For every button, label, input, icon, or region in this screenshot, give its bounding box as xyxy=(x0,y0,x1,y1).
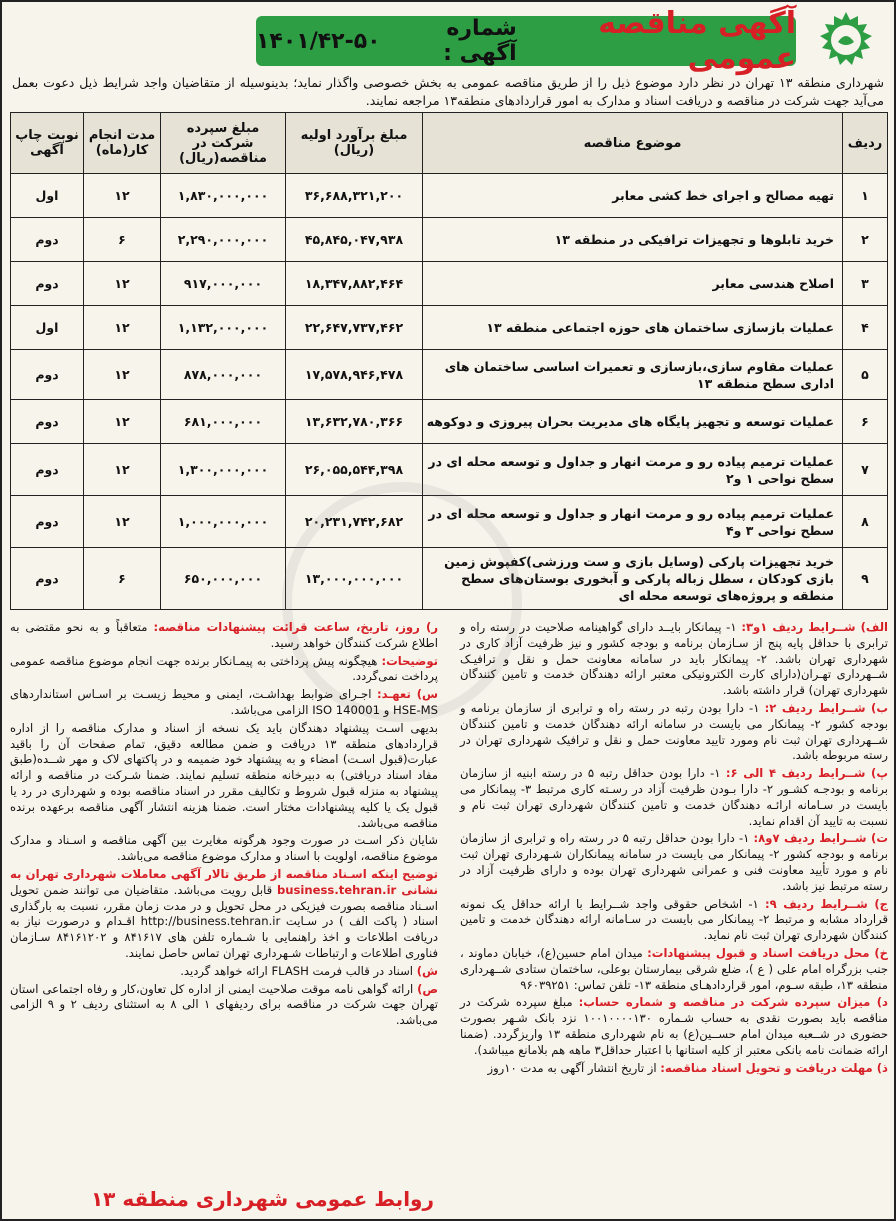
row-number-cell: ۸ xyxy=(843,496,888,548)
subject-cell: خرید تابلوها و تجهیزات ترافیکی در منطقه ۱۳ xyxy=(423,218,843,262)
condition-label: خ) محل دریافت اسناد و قبول پیشنهادات: xyxy=(647,945,888,960)
condition-label: ر) روز، تاریخ، ساعت قرائت پیشنهادات مناقصه: xyxy=(153,620,439,634)
estimate-cell: ۴۵,۸۴۵,۰۴۷,۹۳۸ xyxy=(286,218,423,262)
intro-paragraph: شهرداری منطقه ۱۳ تهران در نظر دارد موضوع ذیل را از طریق مناقصه عمومی به بخش خصوصی واگذار نماید؛ بدینوسیله از متقاضیان واجد شرایط ذیل دعوت بعمل می‌آید جهت شرکت در مناقصه و دریافت اسناد و مدارک به امور قراردادهای منطقه۱۳ مراجعه نمایند. xyxy=(12,75,884,108)
condition-label: توضیحات: xyxy=(381,653,438,668)
header-publish: نوبت چاپ آگهی xyxy=(11,113,84,174)
condition-paragraph xyxy=(460,701,888,764)
row-number-cell: ۴ xyxy=(843,306,888,350)
duration-cell: ۶ xyxy=(84,218,161,262)
subject-cell: عملیات توسعه و تجهیز پایگاه های مدیریت بحران پیروزی و دوکوهه xyxy=(423,400,843,444)
condition-label: ت) شــرایط ردیف ۷و۸: xyxy=(753,831,889,846)
footer-public-relations: روابط عمومی شهرداری منطقه ۱۳ xyxy=(90,1187,434,1211)
deposit-cell: ۱,۱۳۲,۰۰۰,۰۰۰ xyxy=(161,306,286,350)
condition-label: توضیح اینکه اسـناد مناقصه از طریق تالار آگهی معاملات شهرداری تهران به نشانی business.tehran.ir xyxy=(10,866,439,897)
header-duration: مدت انجام کار(ماه) xyxy=(84,113,161,174)
condition-paragraph xyxy=(10,982,438,1029)
publish-cell: اول xyxy=(11,306,84,350)
deposit-cell: ۹۱۷,۰۰۰,۰۰۰ xyxy=(161,262,286,306)
title-banner xyxy=(256,6,796,76)
row-number-cell: ۲ xyxy=(843,218,888,262)
condition-text: ۱- دارا بودن حداقل رتبه ۵ در رسته ابنیه از سازمان برنامه و بودجـه کشـور ۲- دارا بـودن ظرفیت آزاد در رسـته کاری مرتبط ۳- پیمانکار می بایست در سـامانه ارائـه دهندگان خدمت و تامین کنندگان شهرداری تهران ثبت نام و نسبت به تایید آن اقدام نماید. xyxy=(460,766,888,828)
condition-text: قابل رویت می‌باشد. متقاضیان می توانند ضمن تحویل اسـناد مناقصه بصورت فیزیکی در محل تحویل و در مدت زمان مقرر، نسبت به بارگذاری اسناد ( پاکت الف ) در سـایت http://business.tehran.ir اقـدام و درصورت نیاز به دریافت اطلاعات و اخذ راهنمایی با شـماره تلفن های ۸۴۱۶۱۷ و ۸۴۱۶۱۲۰۲ سـازمان فناوری اطلاعات و ارتباطات شـهرداری تهران تماس حاصل نمایند. xyxy=(10,882,438,960)
table-row xyxy=(11,218,888,262)
row-number-cell: ۱ xyxy=(843,174,888,218)
conditions-left-column xyxy=(10,620,438,1031)
condition-paragraph xyxy=(460,897,888,944)
condition-label: ج) شــرایط ردیف ۹: xyxy=(764,896,889,911)
header-subject: موضوع مناقصه xyxy=(423,113,843,174)
duration-cell: ۱۲ xyxy=(84,262,161,306)
deposit-cell: ۲,۲۹۰,۰۰۰,۰۰۰ xyxy=(161,218,286,262)
condition-paragraph xyxy=(10,654,438,686)
subject-cell: اصلاح هندسی معابر xyxy=(423,262,843,306)
subject-cell: عملیات بازسازی ساختمان های حوزه اجتماعی منطقه ۱۳ xyxy=(423,306,843,350)
condition-paragraph xyxy=(460,1061,888,1077)
condition-label: ذ) مهلت دریافت و تحویل اسناد مناقصه: xyxy=(660,1060,888,1075)
duration-cell: ۱۲ xyxy=(84,400,161,444)
condition-text: شایان ذکر اسـت در صورت وجود هرگونه مغایرت بین آگهی مناقصه و اسـناد و مدارک موضوع مناقصه، اولویت با اسناد و مدارک موضوع مناقصه می‌باشد. xyxy=(10,833,438,864)
header-deposit: مبلغ سپرده شرکت در مناقصه(ریال) xyxy=(161,113,286,174)
subject-cell: عملیات ترمیم پیاده رو و مرمت انهار و جداول و توسعه محله ای در سطح نواحی ۳ و۴ xyxy=(423,496,843,548)
publish-cell: دوم xyxy=(11,496,84,548)
condition-text: ۱- اشخاص حقوقی واجد شــرایط با ارائه حداقل یک نمونه قرارداد مشابه و مرتبط ۲- پیمانکار می بایست در سـامانه ارائه دهندگان خدمت و تامین کنندگان شهرداری تهران ثبت نام نماید. xyxy=(460,896,888,943)
condition-text: بدیهی اسـت پیشنهاد دهندگان باید یک نسخه از اسناد و مدارک مناقصه را از اداره قراردادهای منطقه ۱۳ دریافت و ضمن مطالعه دقیق، تمام صفحات آن را باقید عبارت(قبول اسـت) امضاء و به پیشنهاد خود ضمیمه و در پاکتهای لاک و مهر شــده(طبق مفاد اسناد دریافتی) به دبیرخانه منطقه تسلیم نمایند. ضمنا شـرکت در مناقصه و ارائه پیشنهاد به منزله قبول شروط و تکالیف مقرر در اسناد مناقصه بوده و شهرداری در رد یا قبول یک یا کلیه پیشنهادات مختار است. ضمنا هزینه انتشار آگهی مناقصه برعهده برنده مناقصه می‌باشد. xyxy=(10,720,438,830)
ad-number: ۱۴۰۱/۴۲-۵۰ xyxy=(256,28,381,54)
row-number-cell: ۹ xyxy=(843,548,888,610)
condition-text: متعاقباً و به نحو مقتضی به اطلاع شرکت کنندگان خواهد رسید. xyxy=(10,620,438,650)
subject-cell: عملیات ترمیم پیاده رو و مرمت انهار و جداول و توسعه محله ای در سطح نواحی ۱ و۲ xyxy=(423,444,843,496)
condition-text: مبلغ سپرده شرکت در مناقصه باید بصورت نقدی به حساب شـماره ۱۰۰۱۰۰۰۰۱۳۰ نزد بانک شـهر بصورت حضوری در شــعبه میدان امام حســین(ع) به نام شهرداری منطقه ۱۳ واریزگردد. (ضمنا ارائه ضمانت نامه بانکی معتبر از کلیه استانها با اعتبار حداقل۳ ماهه هم بلامانع میباشد). xyxy=(460,995,889,1057)
header-row-number: ردیف xyxy=(843,113,888,174)
publish-cell: دوم xyxy=(11,262,84,306)
table-row xyxy=(11,444,888,496)
condition-text: ۱- دارا بودن رتبه در رسته راه و ترابری از سازمان برنامه و بودجه کشور ۲- پیمانکار می بایست در سامانه ارائه دهندگان خدمت و تامین کنندگان شــهرداری تهران ثبت نام ومورد تایید معاونت حمل و نقل و ترافیک شهرداری تهران در رسته مربوطه باشد. xyxy=(460,700,888,763)
condition-paragraph xyxy=(460,995,888,1058)
header xyxy=(12,6,884,76)
publish-cell: دوم xyxy=(11,400,84,444)
duration-cell: ۱۲ xyxy=(84,444,161,496)
publish-cell: دوم xyxy=(11,548,84,610)
row-number-cell: ۵ xyxy=(843,350,888,400)
estimate-cell: ۲۶,۰۵۵,۵۴۴,۳۹۸ xyxy=(286,444,423,496)
condition-paragraph xyxy=(10,833,438,865)
estimate-cell: ۲۲,۶۴۷,۷۳۷,۴۶۲ xyxy=(286,306,423,350)
table-row xyxy=(11,400,888,444)
condition-paragraph xyxy=(460,831,888,894)
condition-text: میدان امام حسین(ع)، خیابان دماوند ، جنب بزرگراه امام علی ( ع )، ضلع شرقی بیمارستان بوعلی، ساختمان ستادی شــهرداری منطقه ۱۳، طبقه سـوم، امور قراردادهـای منطقه ۱۳- تلفن تماس: ۹۶۰۳۹۲۵۱ xyxy=(460,945,888,992)
condition-paragraph xyxy=(460,620,888,699)
condition-paragraph xyxy=(10,620,438,652)
row-number-cell: ۳ xyxy=(843,262,888,306)
estimate-cell: ۲۰,۲۳۱,۷۴۲,۶۸۲ xyxy=(286,496,423,548)
conditions-section xyxy=(10,620,888,1180)
table-header-row xyxy=(11,113,888,174)
condition-text: ۱- پیمانکار بایــد دارای گواهینامه صلاحیت در رسته راه و ترابری با حداقل پایه پنج از سـازمان برنامه و بودجه کشور و نیز ظرفیت آزاد کاری در شهرداری تهران باشد. ۲- پیمانکار باید در سامانه معاونت حمل و نقل و ترافیـک شــهرداری تهـران(دارای کارت الکترونیکی معتبر ارائه دهندگان خدمت و تامین کنندگان شهرداری تهران) قرار داشته باشد. xyxy=(460,620,888,698)
condition-label: ش) xyxy=(416,963,438,978)
deposit-cell: ۱,۰۰۰,۰۰۰,۰۰۰ xyxy=(161,496,286,548)
publish-cell: دوم xyxy=(11,218,84,262)
deposit-cell: ۱,۳۰۰,۰۰۰,۰۰۰ xyxy=(161,444,286,496)
estimate-cell: ۱۳,۰۰۰,۰۰۰,۰۰۰ xyxy=(286,548,423,610)
duration-cell: ۱۲ xyxy=(84,496,161,548)
ad-number-label: شماره آگهی : xyxy=(443,16,517,66)
row-number-cell: ۶ xyxy=(843,400,888,444)
condition-label: ص) xyxy=(417,981,438,996)
tehran-municipality-logo xyxy=(816,10,876,70)
condition-paragraph xyxy=(460,946,888,993)
condition-label: الف) شــرایط ردیف ۱و۳: xyxy=(741,620,889,634)
condition-label: ب) شــرایط ردیف ۲: xyxy=(764,700,889,715)
ad-title: آگهی مناقصه عمومی xyxy=(598,6,796,76)
condition-label: پ) شــرایط ردیف ۴ الی ۶: xyxy=(725,766,888,781)
conditions-right-column xyxy=(460,620,888,1078)
table-row xyxy=(11,306,888,350)
subject-cell: خرید تجهیزات پارکی (وسایل بازی و ست ورزشی)کفپوش زمین بازی کودکان ، سطل زباله پارکی و آبخوری بوستان‌های سطح منطقه و پروژه‌های توسعه محله ای xyxy=(423,548,843,610)
estimate-cell: ۱۷,۵۷۸,۹۴۶,۴۷۸ xyxy=(286,350,423,400)
condition-label: د) میزان سپرده شرکت در مناقصه و شماره حساب: xyxy=(578,995,888,1010)
duration-cell: ۱۲ xyxy=(84,350,161,400)
estimate-cell: ۳۶,۶۸۸,۳۲۱,۲۰۰ xyxy=(286,174,423,218)
condition-text: ۱- دارا بودن حداقل رتبه ۵ در رسته راه و ترابری از سازمان برنامه و بودجه کشور ۲- پیمانکار می بایست در سامانه پیمانکاران شـهرداری تهران ثبت نام و مورد تأیید معاونت فنی و عمرانی شهرداری تهران بوده و دارای ظرفیت آزاد در رسته مرتبط نیز باشد. xyxy=(460,831,888,893)
deposit-cell: ۱,۸۳۰,۰۰۰,۰۰۰ xyxy=(161,174,286,218)
subject-cell: تهیه مصالح و اجرای خط کشی معابر xyxy=(423,174,843,218)
deposit-cell: ۸۷۸,۰۰۰,۰۰۰ xyxy=(161,350,286,400)
condition-paragraph xyxy=(10,867,438,962)
header-estimate: مبلغ برآورد اولیه (ریال) xyxy=(286,113,423,174)
table-row xyxy=(11,350,888,400)
duration-cell: ۱۲ xyxy=(84,306,161,350)
condition-text: اجـرای ضوابط بهداشـت، ایمنی و محیط زیسـت بر اسـاس استانداردهای HSE-MS و ISO 140001 الزامی می‌باشد. xyxy=(10,687,438,717)
duration-cell: ۶ xyxy=(84,548,161,610)
table-row xyxy=(11,174,888,218)
condition-text: ارائه گواهی نامه موقت صلاحیت ایمنی از اداره کل تعاون،کار و رفاه اجتماعی استان تهران جهت شرکت در مناقصه برای ردیفهای ۱ الی ۸ به استثنای ردیف ۲ و ۹ الزامی می‌باشد. xyxy=(10,981,438,1028)
publish-cell: دوم xyxy=(11,444,84,496)
subject-cell: عملیات مقاوم سازی،بازسازی و تعمیرات اساسی ساختمان های اداری سطح منطقه ۱۳ xyxy=(423,350,843,400)
deposit-cell: ۶۸۱,۰۰۰,۰۰۰ xyxy=(161,400,286,444)
condition-label: س) تعهـد: xyxy=(376,687,438,702)
publish-cell: دوم xyxy=(11,350,84,400)
estimate-cell: ۱۳,۶۳۲,۷۸۰,۳۶۶ xyxy=(286,400,423,444)
publish-cell: اول xyxy=(11,174,84,218)
condition-text: از تاریخ انتشار آگهی به مدت ۱۰روز xyxy=(487,1060,661,1075)
condition-text: اسناد در قالب فرمت FLASH ارائه خواهد گردید. xyxy=(180,963,417,978)
condition-paragraph xyxy=(10,687,438,719)
duration-cell: ۱۲ xyxy=(84,174,161,218)
condition-paragraph xyxy=(460,766,888,829)
condition-paragraph xyxy=(10,964,438,980)
table-row xyxy=(11,262,888,306)
condition-text: هیچگونه پیش پرداختی به پیمـانکار برنده جهت انجام موضوع مناقصه عمومی پرداخت نمی‌گردد. xyxy=(10,653,438,684)
row-number-cell: ۷ xyxy=(843,444,888,496)
estimate-cell: ۱۸,۳۴۷,۸۸۲,۴۶۴ xyxy=(286,262,423,306)
condition-paragraph xyxy=(10,721,438,832)
deposit-cell: ۶۵۰,۰۰۰,۰۰۰ xyxy=(161,548,286,610)
